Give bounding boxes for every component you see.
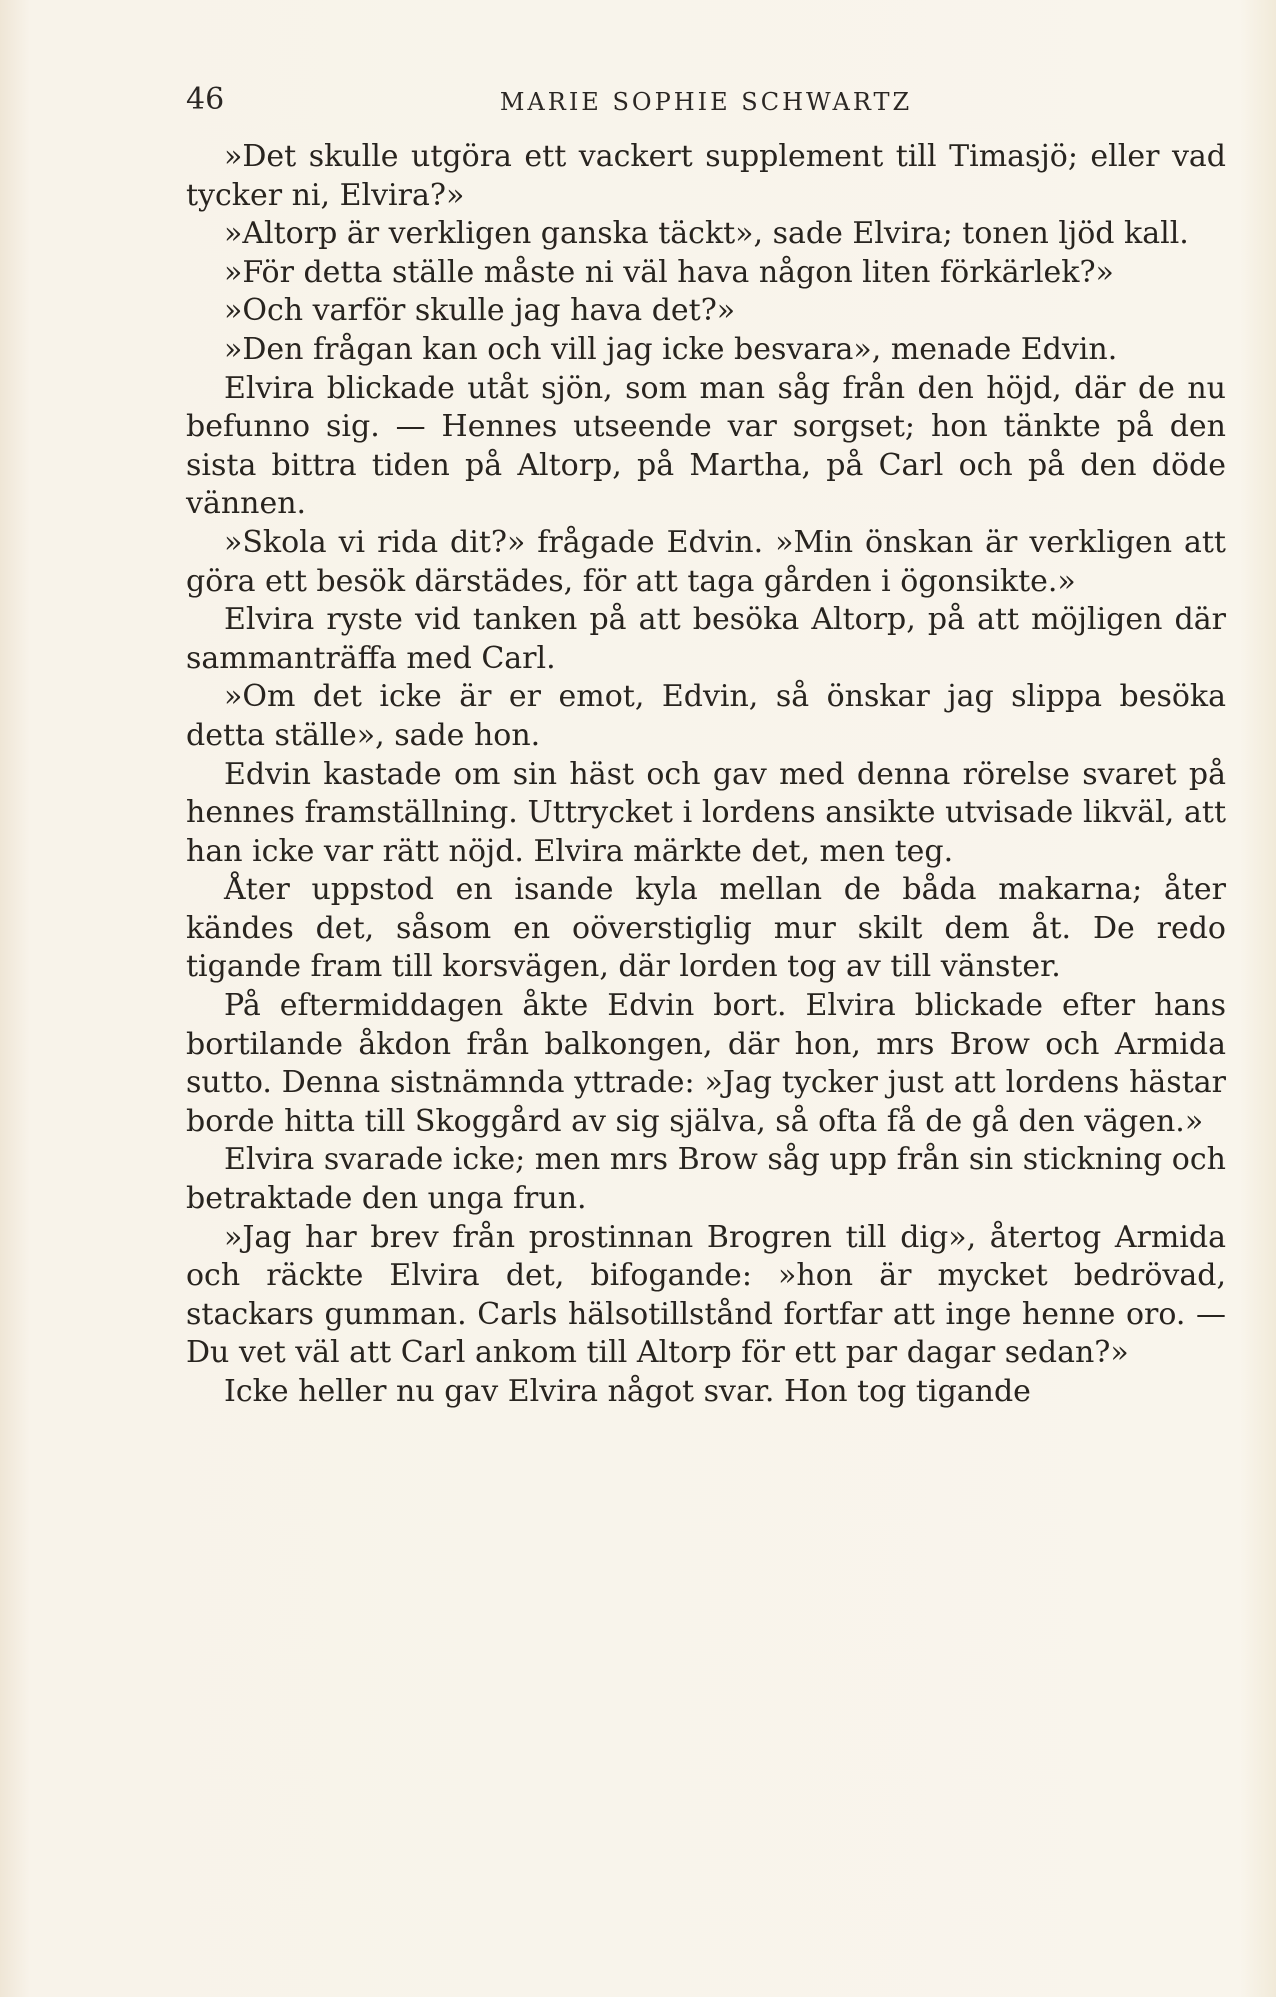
paragraph: På eftermiddagen åkte Edvin bort. Elvira blickade efter hans bortilande åkdon från balkongen, där hon, mrs Brow och Armida sutto. Denna sistnämnda yttrade: »Jag tycker just att lordens hästar borde hitta till Skoggård av sig själva, så ofta få de gå den vägen.» [186,988,1226,1139]
paragraph: »Skola vi rida dit?» frågade Edvin. »Min önskan är verkligen att göra ett besök därstädes, för att taga gården i ögonsikte.» [186,524,1226,599]
paragraph: »För detta ställe måste ni väl hava någon liten förkärlek?» [224,254,1114,290]
paragraph: »Den frågan kan och vill jag icke besvara», menade Edvin. [224,331,1118,367]
paragraph: »Det skulle utgöra ett vackert supplement till Timasjö; eller vad tycker ni, Elvira?» [186,139,1226,213]
page-number: 46 [186,82,225,117]
paragraph: »Jag har brev från prostinnan Brogren till dig», återtog Armida och räckte Elvira det, bifogande: »hon är mycket bedrövad, stackars gumman. Carls hälsotillstånd fortfar att inge henne oro. — Du vet väl att Carl ankom till Altorp för ett par dagar sedan?» [186,1219,1226,1371]
paragraph: »Och varför skulle jag hava det?» [224,293,736,329]
paragraph: Elvira ryste vid tanken på att besöka Altorp, på att möjligen där sammanträffa med Carl. [186,602,1226,676]
body-text [186,138,1226,1412]
paragraph: »Altorp är verkligen ganska täckt», sade Elvira; tonen ljöd kall. [224,216,1189,252]
paragraph: Icke heller nu gav Elvira något svar. Hon tog tigande [224,1374,1031,1409]
running-head: MARIE SOPHIE SCHWARTZ [499,88,913,116]
paragraph: Edvin kastade om sin häst och gav med denna rörelse svaret på hennes framställning. Uttrycket i lordens ansikte utvisade likväl, att han icke var rätt nöjd. Elvira märkte det, men teg. [186,756,1226,869]
paragraph: Åter uppstod en isande kyla mellan de båda makarna; åter kändes det, såsom en oöverstiglig mur skilt dem åt. De redo tigande fram till korsvägen, där lorden tog av till vänster. [186,872,1226,985]
page-header [186,82,1226,132]
paragraph: Elvira blickade utåt sjön, som man såg från den höjd, där de nu befunno sig. — Hennes utseende var sorgset; hon tänkte på den sista bittra tiden på Altorp, på Martha, på Carl och på den döde vännen. [186,370,1226,522]
paragraph: Elvira svarade icke; men mrs Brow såg upp från sin stickning och betraktade den unga frun. [186,1142,1226,1217]
paragraph: »Om det icke är er emot, Edvin, så önskar jag slippa besöka detta ställe», sade hon. [186,679,1226,753]
